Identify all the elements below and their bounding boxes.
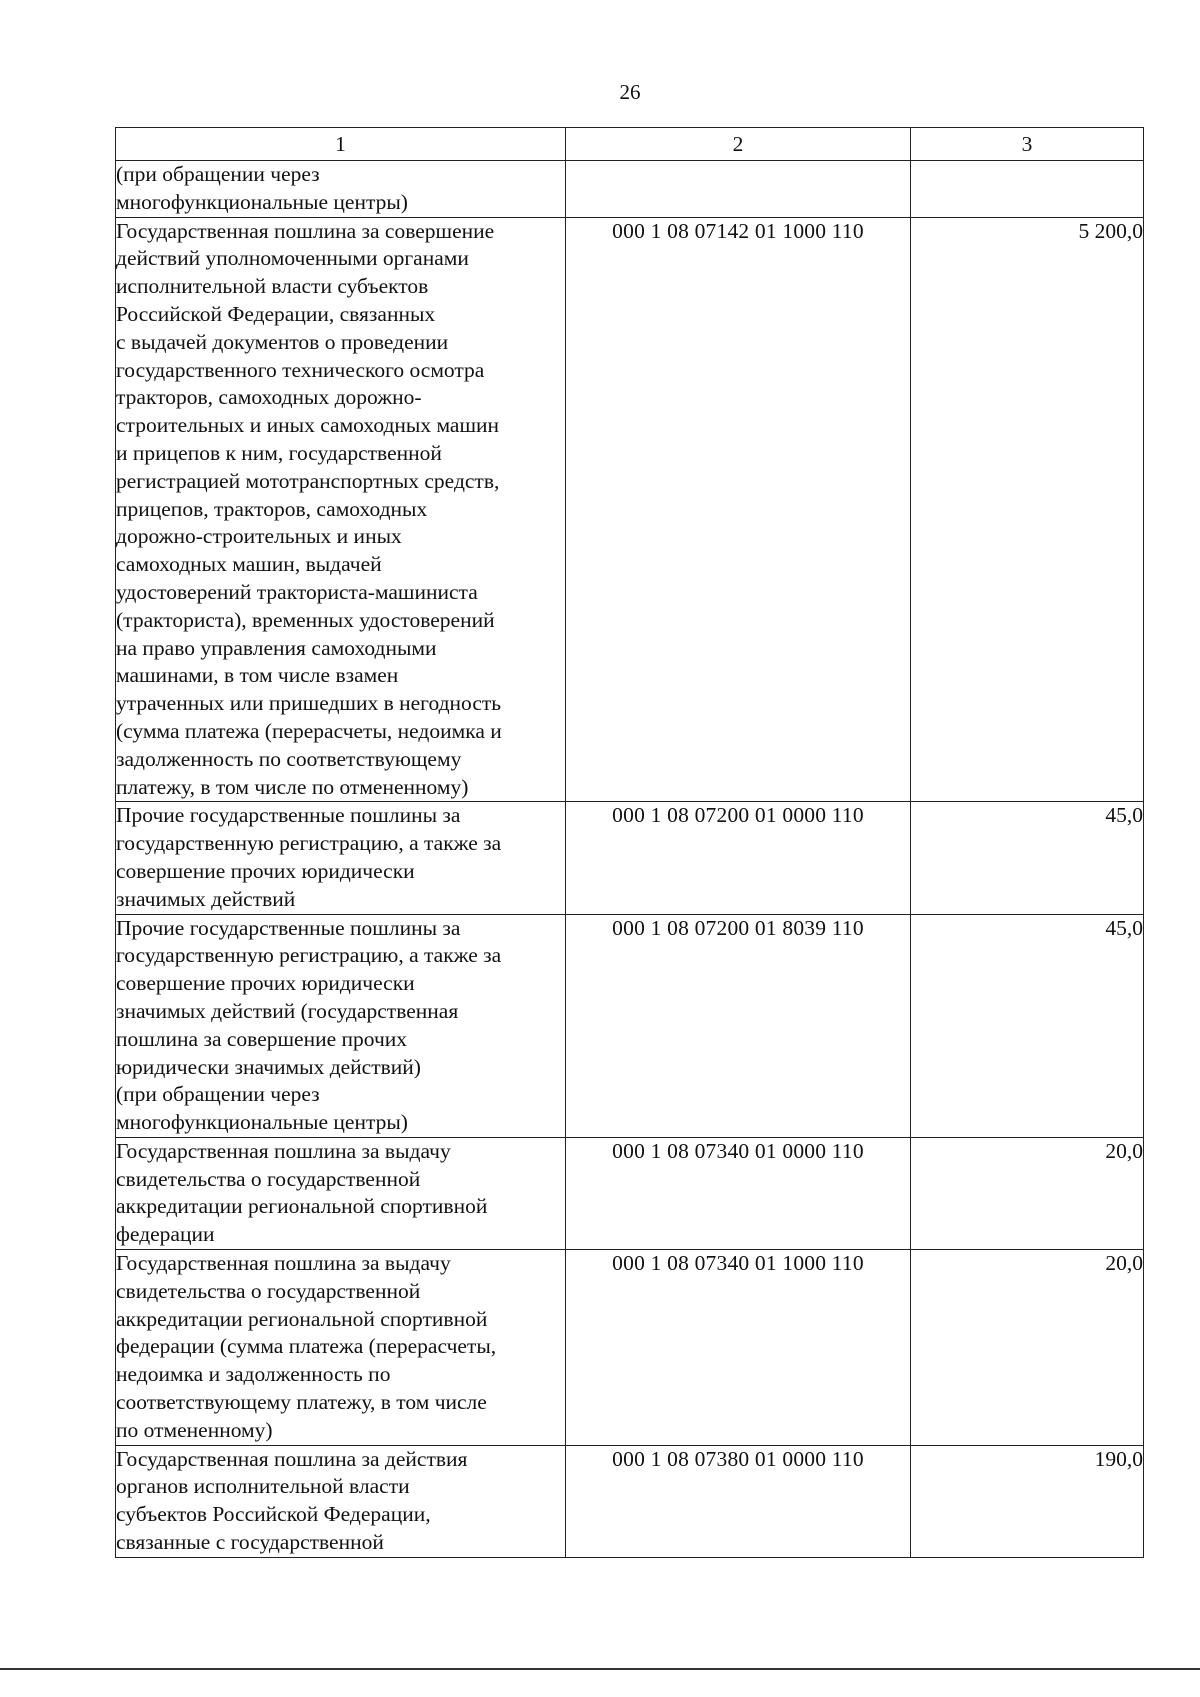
code-cell: 000 1 08 07200 01 8039 110 bbox=[566, 914, 911, 1137]
description-cell bbox=[116, 217, 566, 802]
description-line: по отмененному) bbox=[116, 1417, 273, 1442]
description-line: федерации (сумма платежа (перерасчеты, bbox=[116, 1334, 497, 1359]
description-line: пошлина за совершение прочих bbox=[116, 1026, 408, 1051]
budget-table bbox=[115, 127, 1144, 1558]
description-line: совершение прочих юридически bbox=[116, 971, 415, 996]
description-cell bbox=[116, 914, 566, 1137]
description-line: (при обращении через bbox=[116, 162, 320, 186]
table-row bbox=[116, 217, 1144, 802]
table-row bbox=[116, 1445, 1144, 1557]
table-body bbox=[116, 161, 1144, 1558]
description-line: машинами, в том числе взамен bbox=[116, 663, 399, 688]
description-cell bbox=[116, 802, 566, 914]
description-line: свидетельства о государственной bbox=[116, 1278, 421, 1303]
description-line: совершение прочих юридически bbox=[116, 858, 415, 883]
description-line: (при обращении через bbox=[116, 1082, 320, 1107]
description-line: Прочие государственные пошлины за bbox=[116, 915, 461, 940]
amount-cell bbox=[911, 161, 1144, 218]
description-line: юридически значимых действий) bbox=[116, 1054, 421, 1079]
amount-cell: 190,0 bbox=[911, 1445, 1144, 1557]
description-line: многофункциональные центры) bbox=[116, 1110, 408, 1135]
description-line: на право управления самоходными bbox=[116, 635, 437, 660]
amount-cell: 5 200,0 bbox=[911, 217, 1144, 802]
code-cell: 000 1 08 07200 01 0000 110 bbox=[566, 802, 911, 914]
description-line: государственного технического осмотра bbox=[116, 357, 485, 382]
description-line: Прочие государственные пошлины за bbox=[116, 803, 461, 828]
column-header-3: 3 bbox=[911, 128, 1144, 161]
header-row bbox=[116, 128, 1144, 161]
description-line: Государственная пошлина за выдачу bbox=[116, 1138, 451, 1163]
description-line: Государственная пошлина за действия bbox=[116, 1446, 468, 1471]
description-line: и прицепов к ним, государственной bbox=[116, 440, 442, 465]
description-line: связанные с государственной bbox=[116, 1530, 384, 1555]
description-line: соответствующему платежу, в том числе bbox=[116, 1390, 487, 1415]
code-cell: 000 1 08 07380 01 0000 110 bbox=[566, 1445, 911, 1557]
description-line: Государственная пошлина за выдачу bbox=[116, 1251, 451, 1276]
description-line: прицепов, тракторов, самоходных bbox=[116, 496, 428, 521]
description-line: органов исполнительной власти bbox=[116, 1474, 410, 1499]
column-header-2: 2 bbox=[566, 128, 911, 161]
table-row bbox=[116, 802, 1144, 914]
description-line: аккредитации региональной спортивной bbox=[116, 1306, 488, 1331]
table-row bbox=[116, 1137, 1144, 1249]
amount-cell: 20,0 bbox=[911, 1137, 1144, 1249]
description-line: тракторов, самоходных дорожно- bbox=[116, 385, 422, 410]
description-line: с выдачей документов о проведении bbox=[116, 329, 449, 354]
description-line: (тракториста), временных удостоверений bbox=[116, 607, 495, 632]
table-row bbox=[116, 161, 1144, 218]
description-line: самоходных машин, выдачей bbox=[116, 552, 382, 577]
description-line: Государственная пошлина за совершение bbox=[116, 218, 495, 243]
table-row bbox=[116, 1250, 1144, 1446]
description-line: строительных и иных самоходных машин bbox=[116, 413, 500, 438]
description-line: многофункциональные центры) bbox=[116, 189, 408, 214]
bottom-rule bbox=[0, 1668, 1200, 1670]
amount-cell: 20,0 bbox=[911, 1250, 1144, 1446]
page-number: 26 bbox=[619, 80, 641, 104]
table-header bbox=[116, 128, 1144, 161]
description-line: (сумма платежа (перерасчеты, недоимка и bbox=[116, 718, 502, 743]
description-line: Российской Федерации, связанных bbox=[116, 301, 436, 326]
code-cell: 000 1 08 07340 01 0000 110 bbox=[566, 1137, 911, 1249]
description-cell bbox=[116, 1445, 566, 1557]
description-cell bbox=[116, 1250, 566, 1446]
column-header-1: 1 bbox=[116, 128, 566, 161]
code-cell: 000 1 08 07142 01 1000 110 bbox=[566, 217, 911, 802]
amount-cell: 45,0 bbox=[911, 914, 1144, 1137]
description-line: значимых действий (государственная bbox=[116, 998, 459, 1023]
description-line: платежу, в том числе по отмененному) bbox=[116, 774, 469, 799]
description-line: действий уполномоченными органами bbox=[116, 246, 469, 271]
table-row bbox=[116, 914, 1144, 1137]
description-line: свидетельства о государственной bbox=[116, 1166, 421, 1191]
description-line: аккредитации региональной спортивной bbox=[116, 1194, 488, 1219]
code-cell: 000 1 08 07340 01 1000 110 bbox=[566, 1250, 911, 1446]
description-line: недоимка и задолженность по bbox=[116, 1362, 391, 1387]
description-line: дорожно-строительных и иных bbox=[116, 524, 402, 549]
description-line: утраченных или пришедших в негодность bbox=[116, 691, 502, 716]
description-line: субъектов Российской Федерации, bbox=[116, 1502, 431, 1527]
description-line: удостоверений тракториста-машиниста bbox=[116, 579, 478, 604]
description-line: задолженность по соответствующему bbox=[116, 746, 462, 771]
code-cell bbox=[566, 161, 911, 218]
description-line: государственную регистрацию, а также за bbox=[116, 831, 502, 856]
description-cell bbox=[116, 161, 566, 218]
description-line: федерации bbox=[116, 1222, 215, 1247]
description-cell bbox=[116, 1137, 566, 1249]
description-line: регистрацией мототранспортных средств, bbox=[116, 468, 500, 493]
description-line: значимых действий bbox=[116, 886, 296, 911]
amount-cell: 45,0 bbox=[911, 802, 1144, 914]
description-line: исполнительной власти субъектов bbox=[116, 274, 429, 299]
description-line: государственную регистрацию, а также за bbox=[116, 943, 502, 968]
